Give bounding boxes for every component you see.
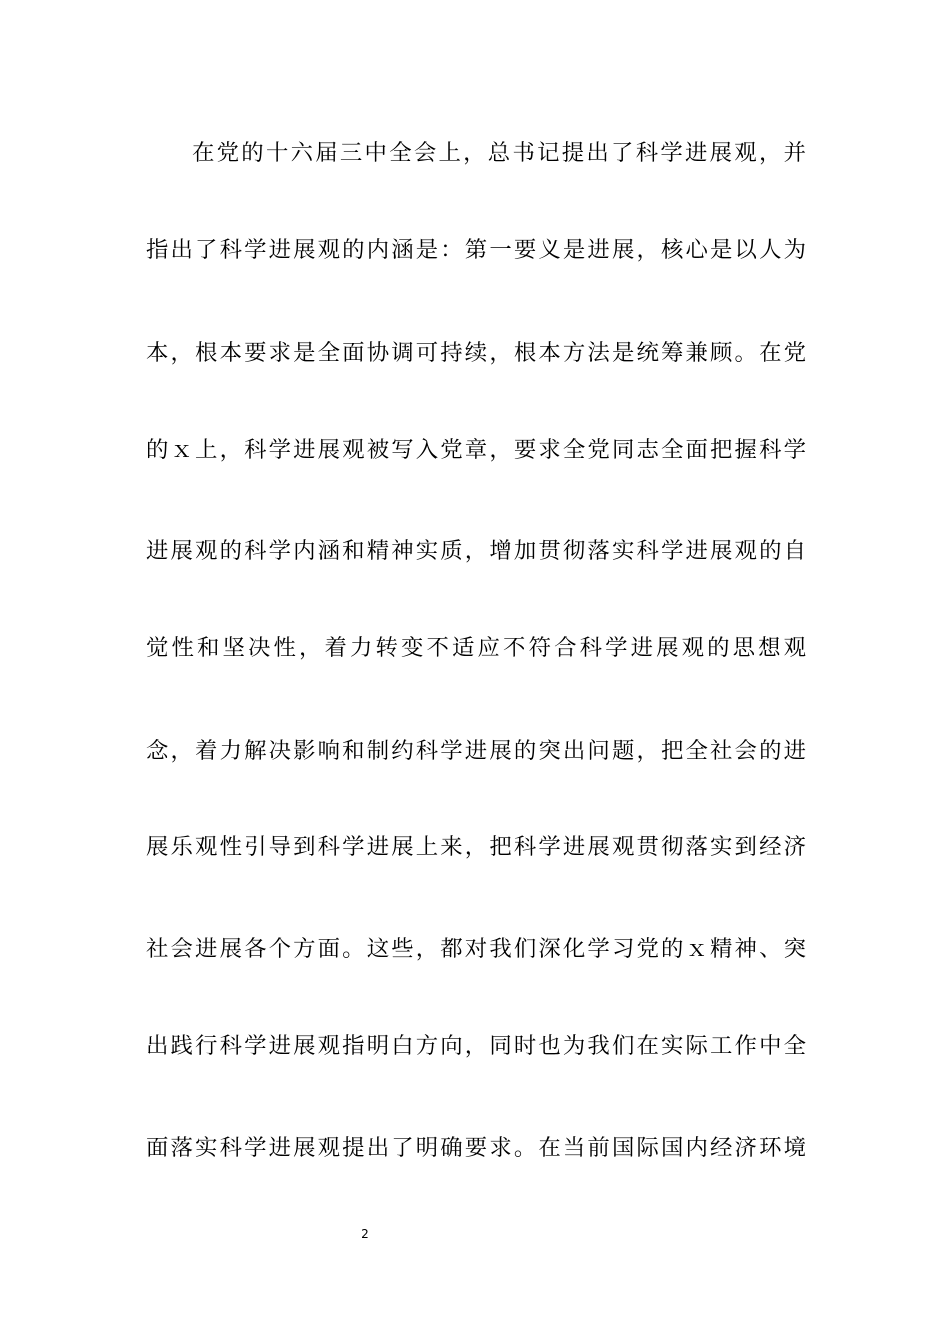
paragraph-line: 念，着力解决影响和制约科学进展的突出问题，把全社会的进 <box>146 738 806 764</box>
paragraph-line: 本，根本要求是全面协调可持续，根本方法是统筹兼顾。在党 <box>146 340 806 366</box>
paragraph-line: 指出了科学进展观的内涵是：第一要义是进展，核心是以人为 <box>146 237 806 263</box>
paragraph-line: 展乐观性引导到科学进展上来，把科学进展观贯彻落实到经济 <box>146 834 806 860</box>
paragraph-line: 进展观的科学内涵和精神实质，增加贯彻落实科学进展观的自 <box>146 538 806 564</box>
paragraph-line: 面落实科学进展观提出了明确要求。在当前国际国内经济环境 <box>146 1135 806 1161</box>
page-number: 2 <box>361 1227 369 1241</box>
paragraph-line: 出践行科学进展观指明白方向，同时也为我们在实际工作中全 <box>146 1033 806 1059</box>
paragraph-line: 的ｘ上，科学进展观被写入党章，要求全党同志全面把握科学 <box>146 437 806 463</box>
paragraph-line: 在党的十六届三中全会上，总书记提出了科学进展观，并 <box>192 140 806 166</box>
paragraph-line: 觉性和坚决性，着力转变不适应不符合科学进展观的思想观 <box>146 635 806 661</box>
paragraph-line: 社会进展各个方面。这些，都对我们深化学习党的ｘ精神、突 <box>146 936 806 962</box>
